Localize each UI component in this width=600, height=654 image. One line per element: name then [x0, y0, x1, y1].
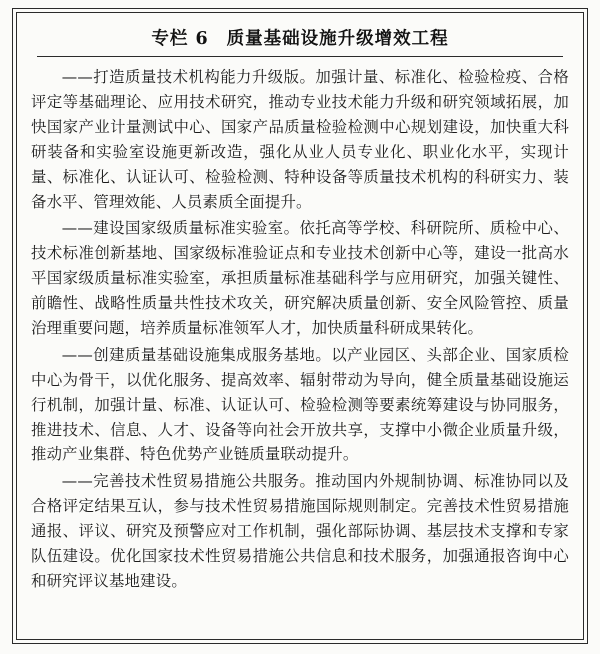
feature-box — [12, 8, 588, 644]
feature-box-content — [17, 13, 583, 639]
paragraph-2: ——建设国家级质量标准实验室。依托高等学校、科研院所、质检中心、技术标准创新基地、国家级标准验证点和专业技术创新中心等，建设一批高水平国家级质量标准实验室，承担质量标准基础科学与应用研究，加强关键性、前瞻性、战略性质量共性技术攻关，研究解决质量创新、安全风险管控、质量治理重要问题，培养质量标准领军人才，加快质量科研成果转化。 — [31, 218, 569, 337]
box-label: 专栏 6 — [151, 29, 209, 49]
page-title: 质量基础设施升级增效工程 — [226, 29, 449, 49]
feature-box-inner-border — [16, 12, 584, 640]
paragraph-1: ——打造质量技术机构能力升级版。加强计量、标准化、检验检疫、合格评定等基础理论、应用技术研究，推动专业技术能力升级和研究领域拓展，加快国家产业计量测试中心、国家产品质量检验检测中心规划建设，加快重大科研装备和实验室设施更新改造，强化从业人员专业化、职业化水平，实现计量、标准化、认证认可、检验检测、特种设备等质量技术机构的科研实力、装备水平、管理效能、人员素质全面提升。 — [31, 68, 569, 211]
title-divider — [37, 56, 563, 57]
feature-box-header — [31, 25, 569, 50]
paragraph-4: ——完善技术性贸易措施公共服务。推动国内外规制协调、标准协同以及合格评定结果互认，参与技术性贸易措施国际规则制定。完善技术性贸易措施通报、评议、研究及预警应对工作机制，强化部际协调、基层技术支撑和专家队伍建设。优化国家技术性贸易措施公共信息和技术服务，加强通报咨询中心和研究评议基地建设。 — [31, 472, 569, 591]
paragraph-3: ——创建质量基础设施集成服务基地。以产业园区、头部企业、国家质检中心为骨干，以优化服务、提高效率、辐射带动为导向，健全质量基础设施运行机制，加强计量、标准、认证认可、检验检测等要素统筹建设与协同服务，推进技术、信息、人才、设备等向社会开放共享，支撑中小微企业质量升级，推动产业集群、特色优势产业链质量联动提升。 — [31, 345, 569, 464]
